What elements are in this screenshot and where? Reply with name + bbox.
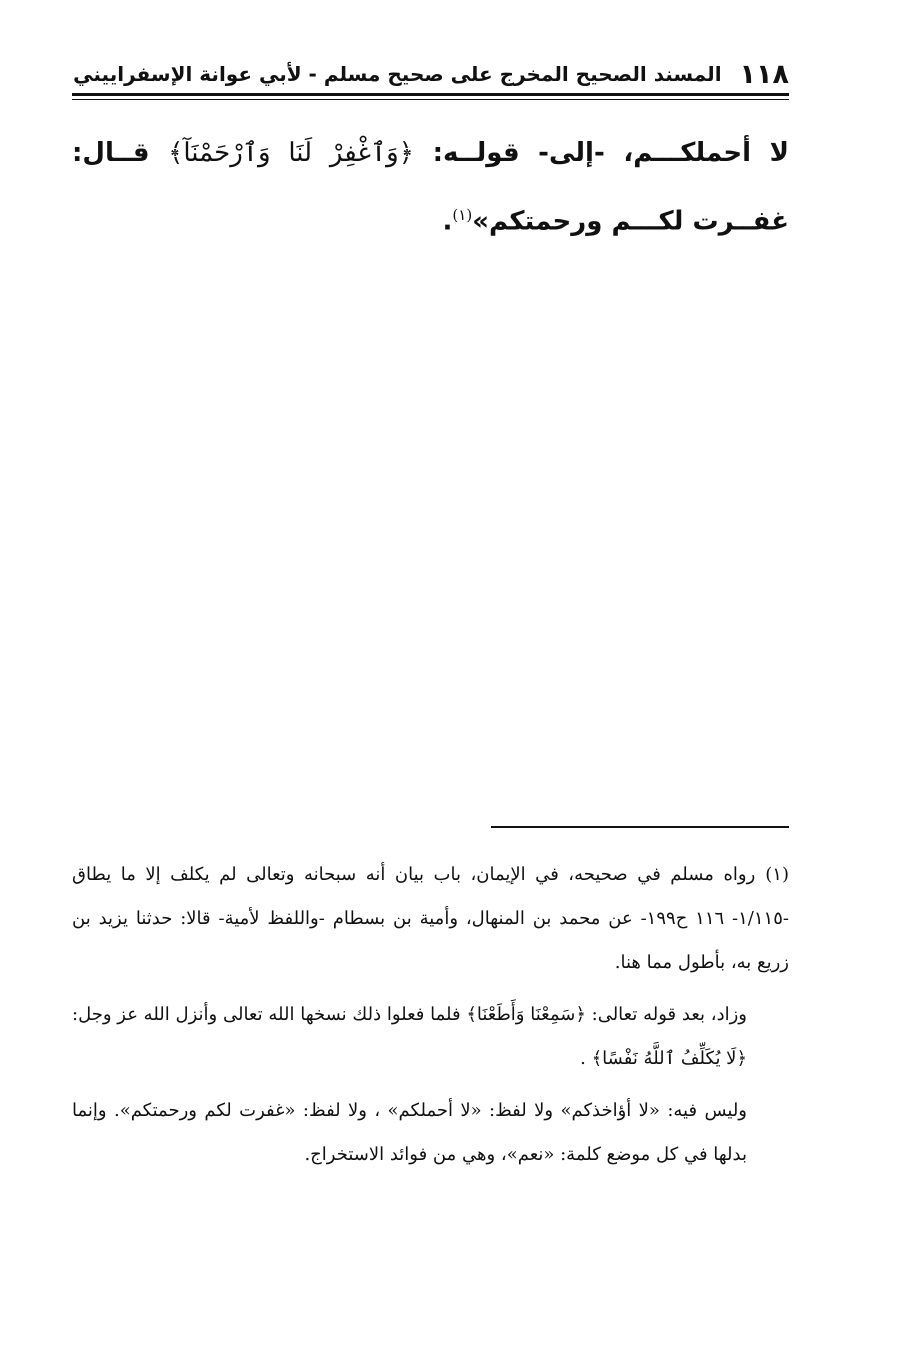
footnote-1-paragraph-2 [72,993,789,1081]
running-title: المسند الصحيح المخرج على صحيح مسلم - لأبي عوانة الإسفراييني [73,62,722,86]
main-text-part-1: لا أحملكـــم، -إلى- قولــه: [432,138,790,168]
footnote-1-text: رواه مسلم في صحيحه، في الإيمان، باب بيان أنه سبحانه وتعالى لم يكلف إلا ما يطاق -١/١١٥- ١١٦ ح١٩٩- عن محمد بن المنهال، وأمية بن بسطام -واللفظ لأمية- قالا: حدثنا يزيد بن زريع به، بأطول مما هنا. [72,864,789,973]
footnote-1 [72,853,789,985]
footnote-1-p2-text-2: فلما فعلوا ذلك نسخها الله تعالى وأنزل الله عز وجل: [72,1004,461,1025]
footnote-1-paragraph-3 [72,1089,789,1177]
footnote-quran-verse-2: لَا يُكَلِّفُ ٱللَّهُ نَفْسًا [602,1048,737,1069]
footnote-1-p3-text: وليس فيه: «لا أؤاخذكم» ولا لفظ: «لا أحملكم» ، ولا لفظ: «غفرت لكم ورحمتكم». وإنما بدلها في كل موضع كلمة: «نعم»، وهي من فوائد الاستخراج. [72,1100,747,1165]
footnote-1-p2-end: . [580,1048,586,1069]
quran-bracket-open: ﴿ [398,138,414,168]
footnotes [72,853,789,1185]
page-number: ١١٨ [739,58,789,90]
footnote-number: (١) [765,864,789,885]
footnote-quran-bracket-close-2: ﴾ [591,1048,603,1069]
main-text-part-2: قــال: غفــرت لكـــم ورحمتكم» [72,138,789,237]
quran-bracket-close: ﴾ [168,138,184,168]
main-text [72,122,789,253]
header-rule-thick [72,93,789,96]
footnote-quran-verse-1: سَمِعْنَا وَأَطَعْنَا [476,1004,576,1025]
footnote-separator [491,826,789,828]
main-text-end: . [442,206,453,237]
footnote-reference: (١) [452,206,473,224]
footnote-quran-bracket-close-1: ﴾ [466,1004,477,1025]
footnote-quran-bracket-open-2: ﴿ [736,1048,747,1069]
running-header [72,56,789,92]
footnote-quran-bracket-open-1: ﴿ [575,1004,586,1025]
header-rule-thin [72,99,789,100]
quran-verse: وَٱغْفِرْ لَنَا وَٱرْحَمْنَآ [183,138,399,168]
footnote-1-p2-text-1: وزاد، بعد قوله تعالى: [591,1004,747,1025]
